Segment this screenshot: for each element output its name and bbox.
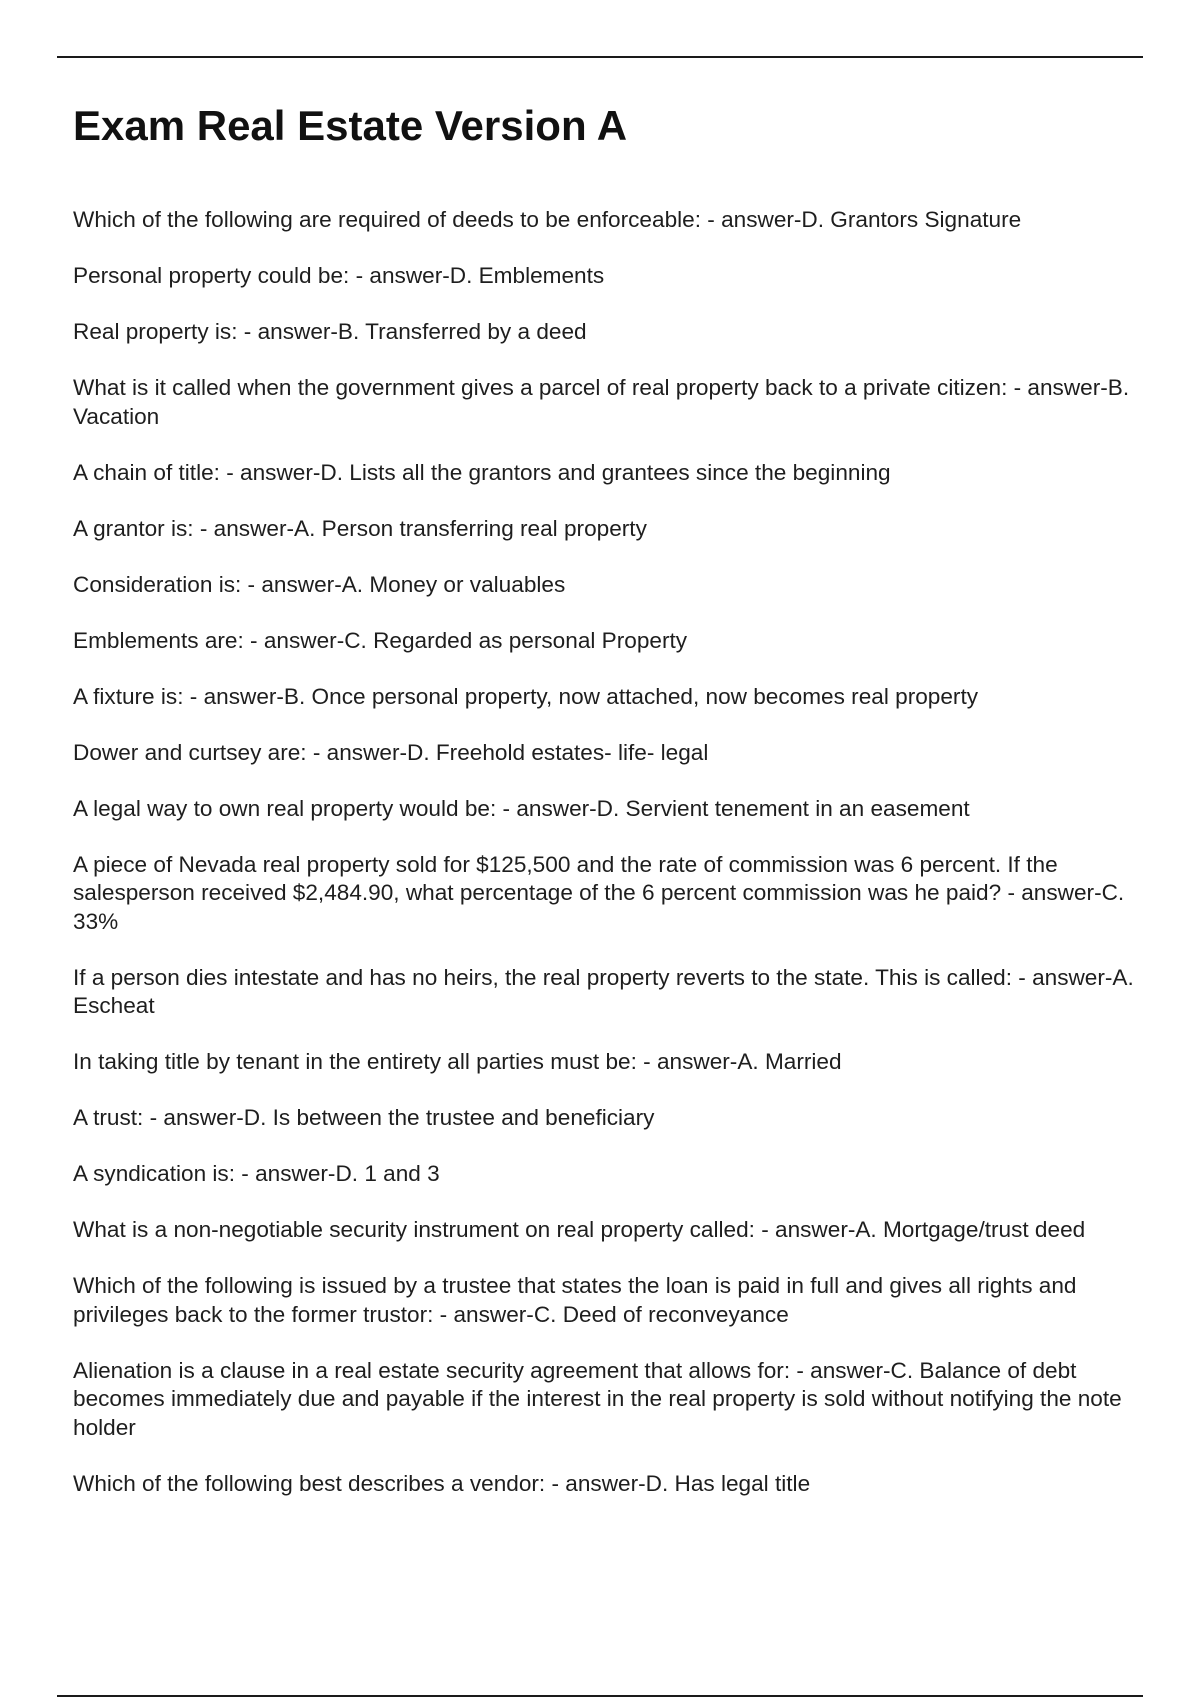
- question-answer-list: [73, 206, 1153, 1526]
- qa-item: In taking title by tenant in the entirety all parties must be: - answer-A. Married: [73, 1049, 842, 1074]
- qa-item: Consideration is: - answer-A. Money or valuables: [73, 571, 566, 597]
- qa-item: A grantor is: - answer-A. Person transferring real property: [73, 515, 647, 541]
- qa-item: Alienation is a clause in a real estate security agreement that allows for: - answer-C. Balance of debt becomes immediately due and payable if the interest in the real property is sold without notifying the note holder: [73, 1357, 1122, 1440]
- document-title: Exam Real Estate Version A: [73, 102, 628, 149]
- qa-item: What is a non-negotiable security instrument on real property called: - answer-A. Mortgage/trust deed: [73, 1217, 1086, 1242]
- qa-item: If a person dies intestate and has no heirs, the real property reverts to the state. This is called: - answer-A. Escheat: [73, 964, 1134, 1018]
- qa-item: A chain of title: - answer-D. Lists all the grantors and grantees since the beginning: [73, 459, 891, 485]
- qa-item: A syndication is: - answer-D. 1 and 3: [73, 1161, 440, 1186]
- qa-item: A trust: - answer-D. Is between the trustee and beneficiary: [73, 1105, 655, 1130]
- qa-item: A fixture is: - answer-B. Once personal property, now attached, now becomes real property: [73, 683, 979, 709]
- qa-item: Which of the following is issued by a trustee that states the loan is paid in full and gives all rights and privileges back to the former trustor: - answer-C. Deed of reconveyance: [73, 1273, 1077, 1327]
- qa-item: Personal property could be: - answer-D. Emblements: [73, 263, 605, 288]
- qa-item: What is it called when the government gives a parcel of real property back to a private citizen: - answer-B. Vacation: [73, 375, 1130, 429]
- qa-item: Emblements are: - answer-C. Regarded as personal Property: [73, 627, 688, 653]
- top-divider: [57, 56, 1143, 58]
- qa-item: A legal way to own real property would be: - answer-D. Servient tenement in an easement: [73, 795, 970, 821]
- bottom-divider: [57, 1695, 1143, 1697]
- qa-item: Real property is: - answer-B. Transferred by a deed: [73, 319, 587, 344]
- qa-item: Dower and curtsey are: - answer-D. Freehold estates- life- legal: [73, 739, 709, 765]
- qa-item: Which of the following best describes a vendor: - answer-D. Has legal title: [73, 1470, 811, 1496]
- qa-item: Which of the following are required of deeds to be enforceable: - answer-D. Grantors Signature: [73, 207, 1022, 232]
- qa-item: A piece of Nevada real property sold for $125,500 and the rate of commission was 6 percent. If the salesperson received $2,484.90, what percentage of the 6 percent commission was he paid? - answer-C. 33%: [73, 851, 1125, 934]
